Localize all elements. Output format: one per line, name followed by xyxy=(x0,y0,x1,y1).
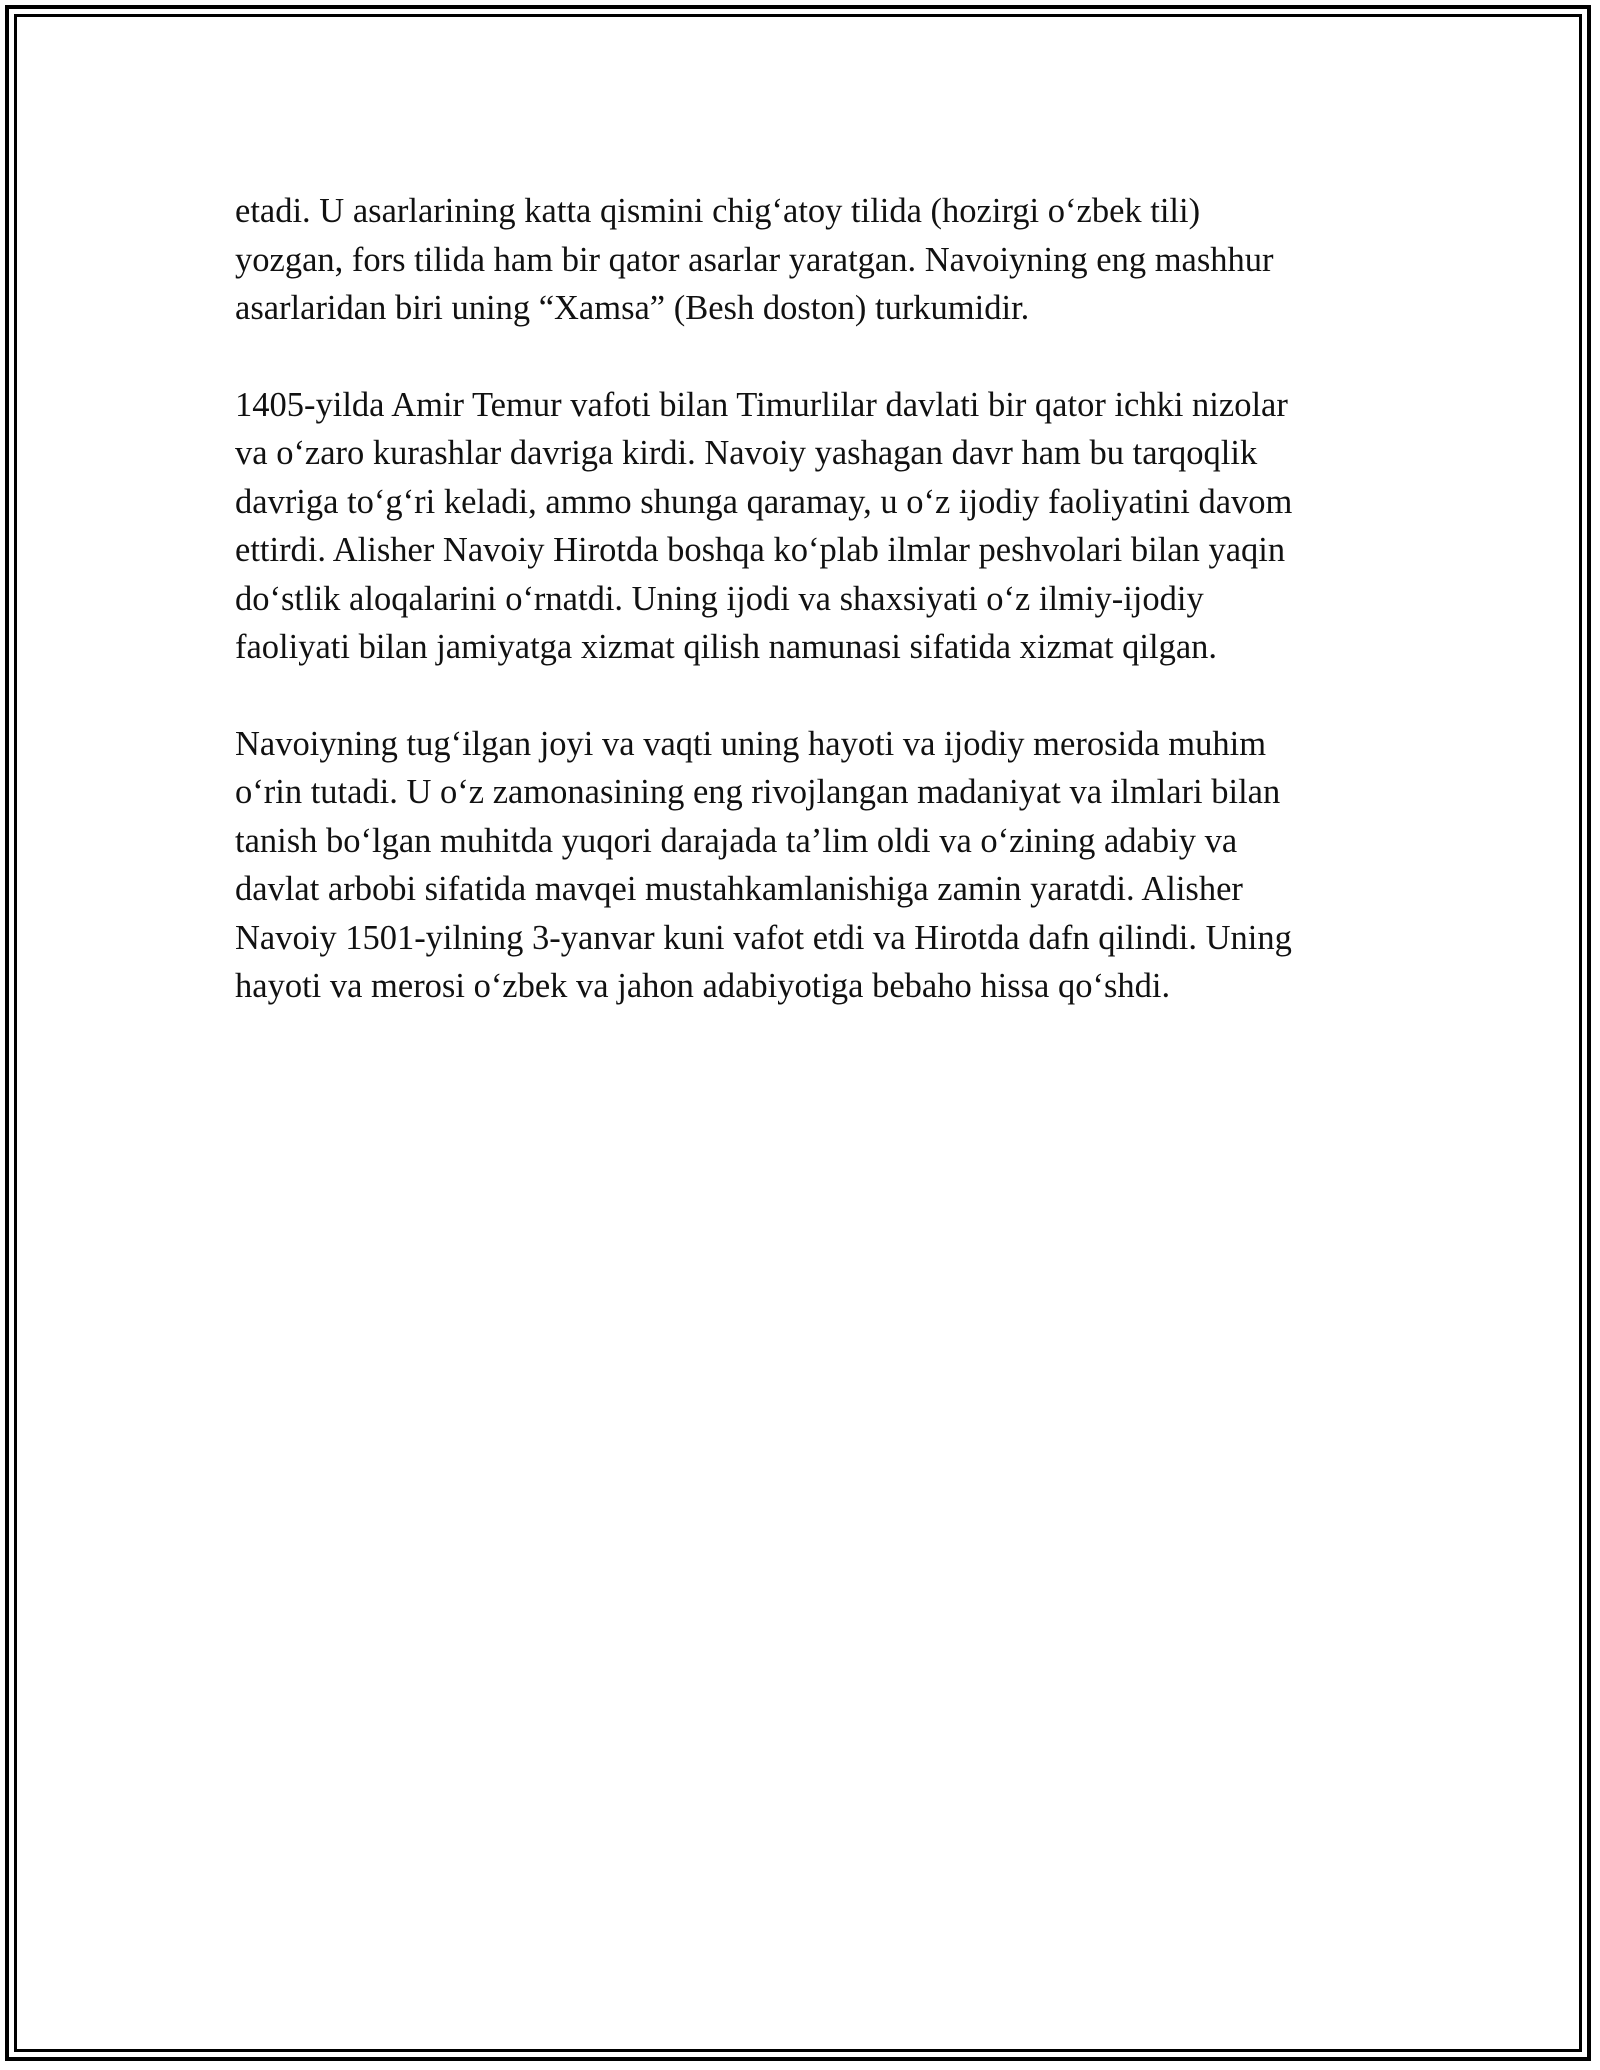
paragraph-1: etadi. U asarlarining katta qismini chig‘atoy tilida (hozirgi o‘zbek tili) yozgan, fors tilida ham bir qator asarlar yaratgan. Navoiyning eng mashhur asarlaridan biri uning “Xamsa” (Besh doston) turkumidir. xyxy=(235,192,1274,327)
paragraph-2: 1405-yilda Amir Temur vafoti bilan Timurlilar davlati bir qator ichki nizolar va o‘zaro kurashlar davriga kirdi. Navoiy yashagan davr ham bu tarqoqlik davriga to‘g‘ri keladi, ammo shunga qaramay, u o‘z ijodiy faoliyatini davom ettirdi. Alisher Navoiy Hirotda boshqa ko‘plab ilmlar peshvolari bilan yaqin do‘stlik aloqalarini o‘rnatdi. Uning ijodi va shaxsiyati o‘z ilmiy-ijodiy faoliyati bilan jamiyatga xizmat qilish namunasi sifatida xizmat qilgan. xyxy=(235,385,1293,666)
paragraph-3: Navoiyning tug‘ilgan joyi va vaqti uning hayoti va ijodiy merosida muhim o‘rin tutadi. U o‘z zamonasining eng rivojlangan madaniyat va ilmlari bilan tanish bo‘lgan muhitda yuqori darajada ta’lim oldi va o‘zining adabiy va davlat arbobi sifatida mavqei mustahkamlanishiga zamin yaratdi. Alisher Navoiy 1501-yilning 3-yanvar kuni vafot etdi va Hirotda dafn qilindi. Uning hayoti va merosi o‘zbek va jahon adabiyotiga bebaho hissa qo‘shdi. xyxy=(235,724,1292,1005)
document-body xyxy=(235,187,1375,1059)
